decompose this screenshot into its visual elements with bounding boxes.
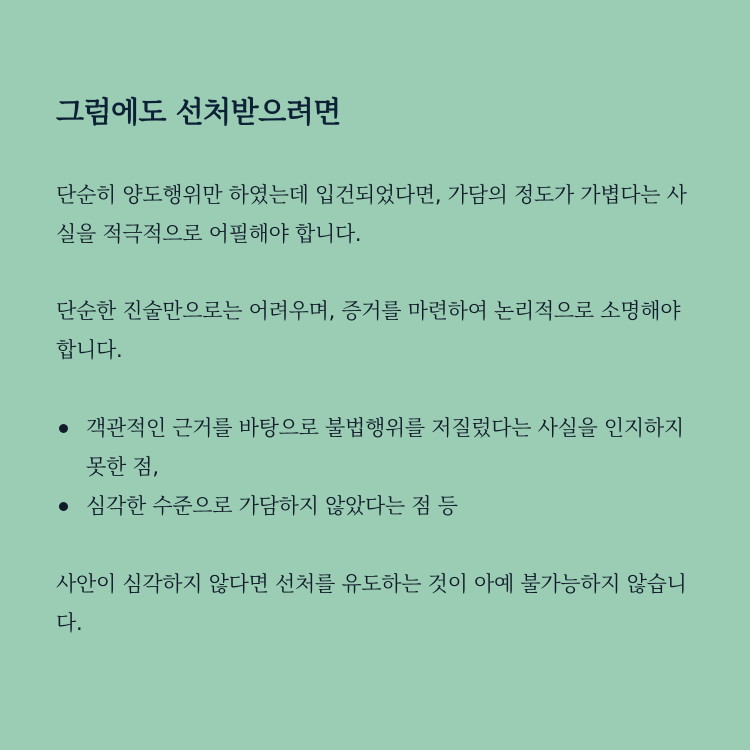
list-item — [56, 487, 694, 526]
list-item — [56, 409, 694, 487]
list-item-text: 심각한 수준으로 가담하지 않았다는 점 등 — [86, 494, 458, 518]
paragraph-light-involvement: 단순히 양도행위만 하였는데 입건되었다면, 가담의 정도가 가볍다는 사실을 적극적으로 어필해야 합니다. — [56, 183, 687, 246]
bullet-dot-icon — [59, 502, 68, 511]
bullet-dot-icon — [59, 424, 68, 433]
page-title: 그럼에도 선처받으려면 — [56, 95, 341, 129]
list-item-text: 객관적인 근거를 바탕으로 불법행위를 저질렀다는 사실을 인지하지 못한 점, — [86, 416, 684, 479]
paragraph-conclusion: 사안이 심각하지 않다면 선처를 유도하는 것이 아예 불가능하지 않습니다. — [56, 572, 687, 635]
bullet-list — [56, 409, 694, 526]
paragraph-evidence: 단순한 진술만으로는 어려우며, 증거를 마련하여 논리적으로 소명해야 합니다. — [56, 299, 681, 362]
